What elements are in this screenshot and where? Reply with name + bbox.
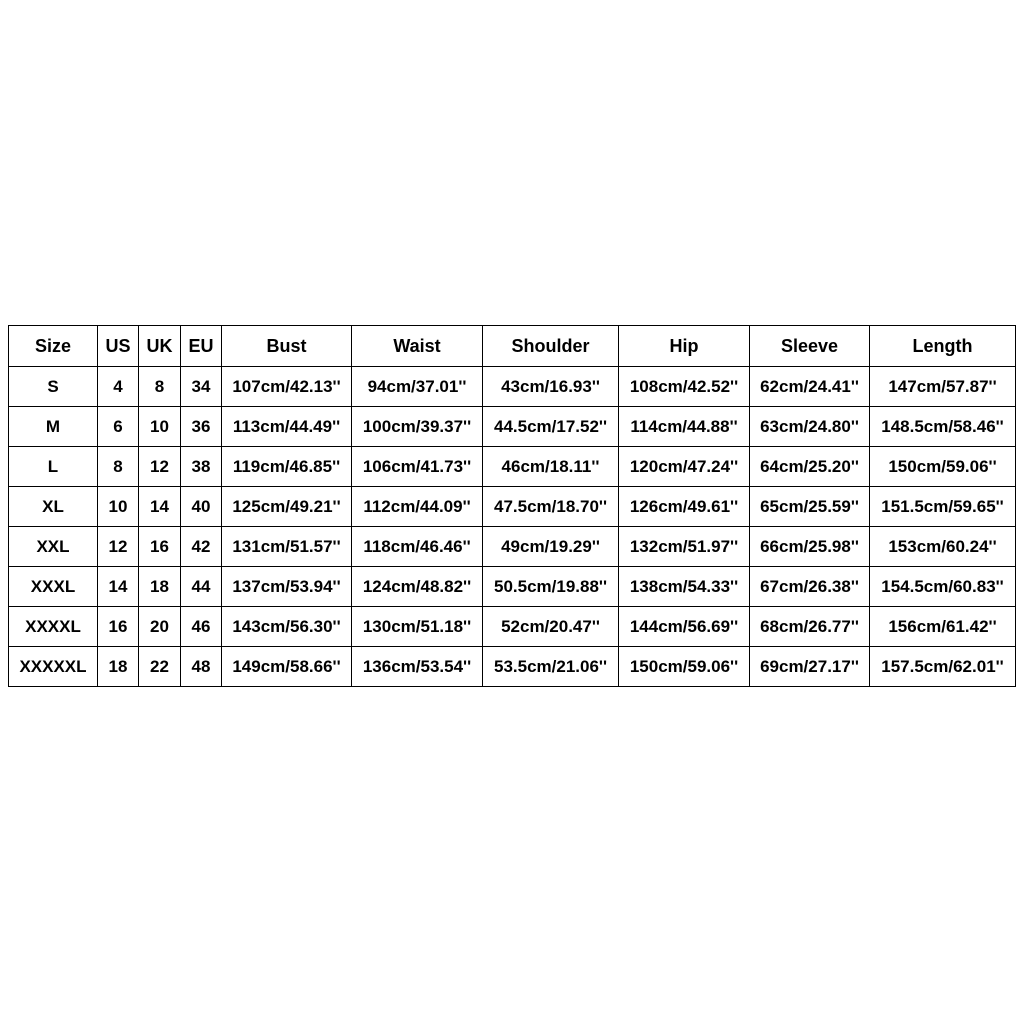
- cell-length: 147cm/57.87'': [870, 367, 1016, 407]
- header-us: US: [98, 326, 139, 367]
- cell-us: 10: [98, 487, 139, 527]
- cell-us: 18: [98, 647, 139, 687]
- cell-us: 4: [98, 367, 139, 407]
- cell-uk: 10: [139, 407, 181, 447]
- cell-waist: 130cm/51.18'': [352, 607, 483, 647]
- cell-shoulder: 53.5cm/21.06'': [483, 647, 619, 687]
- cell-bust: 119cm/46.85'': [222, 447, 352, 487]
- size-chart-table: [8, 325, 1016, 687]
- header-shoulder: Shoulder: [483, 326, 619, 367]
- cell-waist: 106cm/41.73'': [352, 447, 483, 487]
- cell-length: 153cm/60.24'': [870, 527, 1016, 567]
- cell-waist: 124cm/48.82'': [352, 567, 483, 607]
- cell-shoulder: 44.5cm/17.52'': [483, 407, 619, 447]
- cell-eu: 40: [181, 487, 222, 527]
- cell-size: XXL: [9, 527, 98, 567]
- cell-size: S: [9, 367, 98, 407]
- cell-hip: 108cm/42.52'': [619, 367, 750, 407]
- table-row: [9, 647, 1016, 687]
- cell-length: 157.5cm/62.01'': [870, 647, 1016, 687]
- header-bust: Bust: [222, 326, 352, 367]
- cell-waist: 118cm/46.46'': [352, 527, 483, 567]
- cell-uk: 8: [139, 367, 181, 407]
- cell-sleeve: 64cm/25.20'': [750, 447, 870, 487]
- header-sleeve: Sleeve: [750, 326, 870, 367]
- cell-us: 16: [98, 607, 139, 647]
- cell-uk: 22: [139, 647, 181, 687]
- cell-length: 154.5cm/60.83'': [870, 567, 1016, 607]
- cell-bust: 149cm/58.66'': [222, 647, 352, 687]
- cell-eu: 48: [181, 647, 222, 687]
- cell-eu: 44: [181, 567, 222, 607]
- cell-bust: 131cm/51.57'': [222, 527, 352, 567]
- cell-bust: 107cm/42.13'': [222, 367, 352, 407]
- header-uk: UK: [139, 326, 181, 367]
- table-header: [9, 326, 1016, 367]
- cell-eu: 36: [181, 407, 222, 447]
- cell-waist: 100cm/39.37'': [352, 407, 483, 447]
- cell-length: 150cm/59.06'': [870, 447, 1016, 487]
- cell-us: 12: [98, 527, 139, 567]
- cell-hip: 126cm/49.61'': [619, 487, 750, 527]
- cell-hip: 114cm/44.88'': [619, 407, 750, 447]
- cell-sleeve: 68cm/26.77'': [750, 607, 870, 647]
- header-waist: Waist: [352, 326, 483, 367]
- cell-size: XL: [9, 487, 98, 527]
- table-row: [9, 607, 1016, 647]
- cell-us: 6: [98, 407, 139, 447]
- cell-bust: 113cm/44.49'': [222, 407, 352, 447]
- cell-bust: 143cm/56.30'': [222, 607, 352, 647]
- cell-waist: 136cm/53.54'': [352, 647, 483, 687]
- cell-uk: 14: [139, 487, 181, 527]
- cell-waist: 94cm/37.01'': [352, 367, 483, 407]
- cell-hip: 132cm/51.97'': [619, 527, 750, 567]
- table-row: [9, 407, 1016, 447]
- header-row: [9, 326, 1016, 367]
- cell-uk: 12: [139, 447, 181, 487]
- cell-size: XXXL: [9, 567, 98, 607]
- cell-us: 14: [98, 567, 139, 607]
- cell-eu: 46: [181, 607, 222, 647]
- table-body: [9, 367, 1016, 687]
- header-eu: EU: [181, 326, 222, 367]
- cell-bust: 137cm/53.94'': [222, 567, 352, 607]
- cell-shoulder: 43cm/16.93'': [483, 367, 619, 407]
- cell-size: XXXXXL: [9, 647, 98, 687]
- table-row: [9, 567, 1016, 607]
- cell-sleeve: 62cm/24.41'': [750, 367, 870, 407]
- cell-hip: 150cm/59.06'': [619, 647, 750, 687]
- cell-hip: 138cm/54.33'': [619, 567, 750, 607]
- cell-shoulder: 47.5cm/18.70'': [483, 487, 619, 527]
- cell-shoulder: 49cm/19.29'': [483, 527, 619, 567]
- cell-eu: 42: [181, 527, 222, 567]
- cell-sleeve: 65cm/25.59'': [750, 487, 870, 527]
- header-hip: Hip: [619, 326, 750, 367]
- cell-length: 151.5cm/59.65'': [870, 487, 1016, 527]
- cell-uk: 16: [139, 527, 181, 567]
- cell-size: L: [9, 447, 98, 487]
- cell-hip: 144cm/56.69'': [619, 607, 750, 647]
- cell-sleeve: 69cm/27.17'': [750, 647, 870, 687]
- cell-us: 8: [98, 447, 139, 487]
- cell-eu: 38: [181, 447, 222, 487]
- table-row: [9, 447, 1016, 487]
- cell-size: M: [9, 407, 98, 447]
- cell-uk: 20: [139, 607, 181, 647]
- cell-sleeve: 67cm/26.38'': [750, 567, 870, 607]
- header-size: Size: [9, 326, 98, 367]
- cell-bust: 125cm/49.21'': [222, 487, 352, 527]
- cell-hip: 120cm/47.24'': [619, 447, 750, 487]
- cell-size: XXXXL: [9, 607, 98, 647]
- cell-eu: 34: [181, 367, 222, 407]
- cell-waist: 112cm/44.09'': [352, 487, 483, 527]
- cell-shoulder: 52cm/20.47'': [483, 607, 619, 647]
- table-row: [9, 487, 1016, 527]
- cell-shoulder: 50.5cm/19.88'': [483, 567, 619, 607]
- cell-sleeve: 63cm/24.80'': [750, 407, 870, 447]
- cell-shoulder: 46cm/18.11'': [483, 447, 619, 487]
- table-row: [9, 527, 1016, 567]
- cell-uk: 18: [139, 567, 181, 607]
- cell-sleeve: 66cm/25.98'': [750, 527, 870, 567]
- table-row: [9, 367, 1016, 407]
- cell-length: 156cm/61.42'': [870, 607, 1016, 647]
- cell-length: 148.5cm/58.46'': [870, 407, 1016, 447]
- header-length: Length: [870, 326, 1016, 367]
